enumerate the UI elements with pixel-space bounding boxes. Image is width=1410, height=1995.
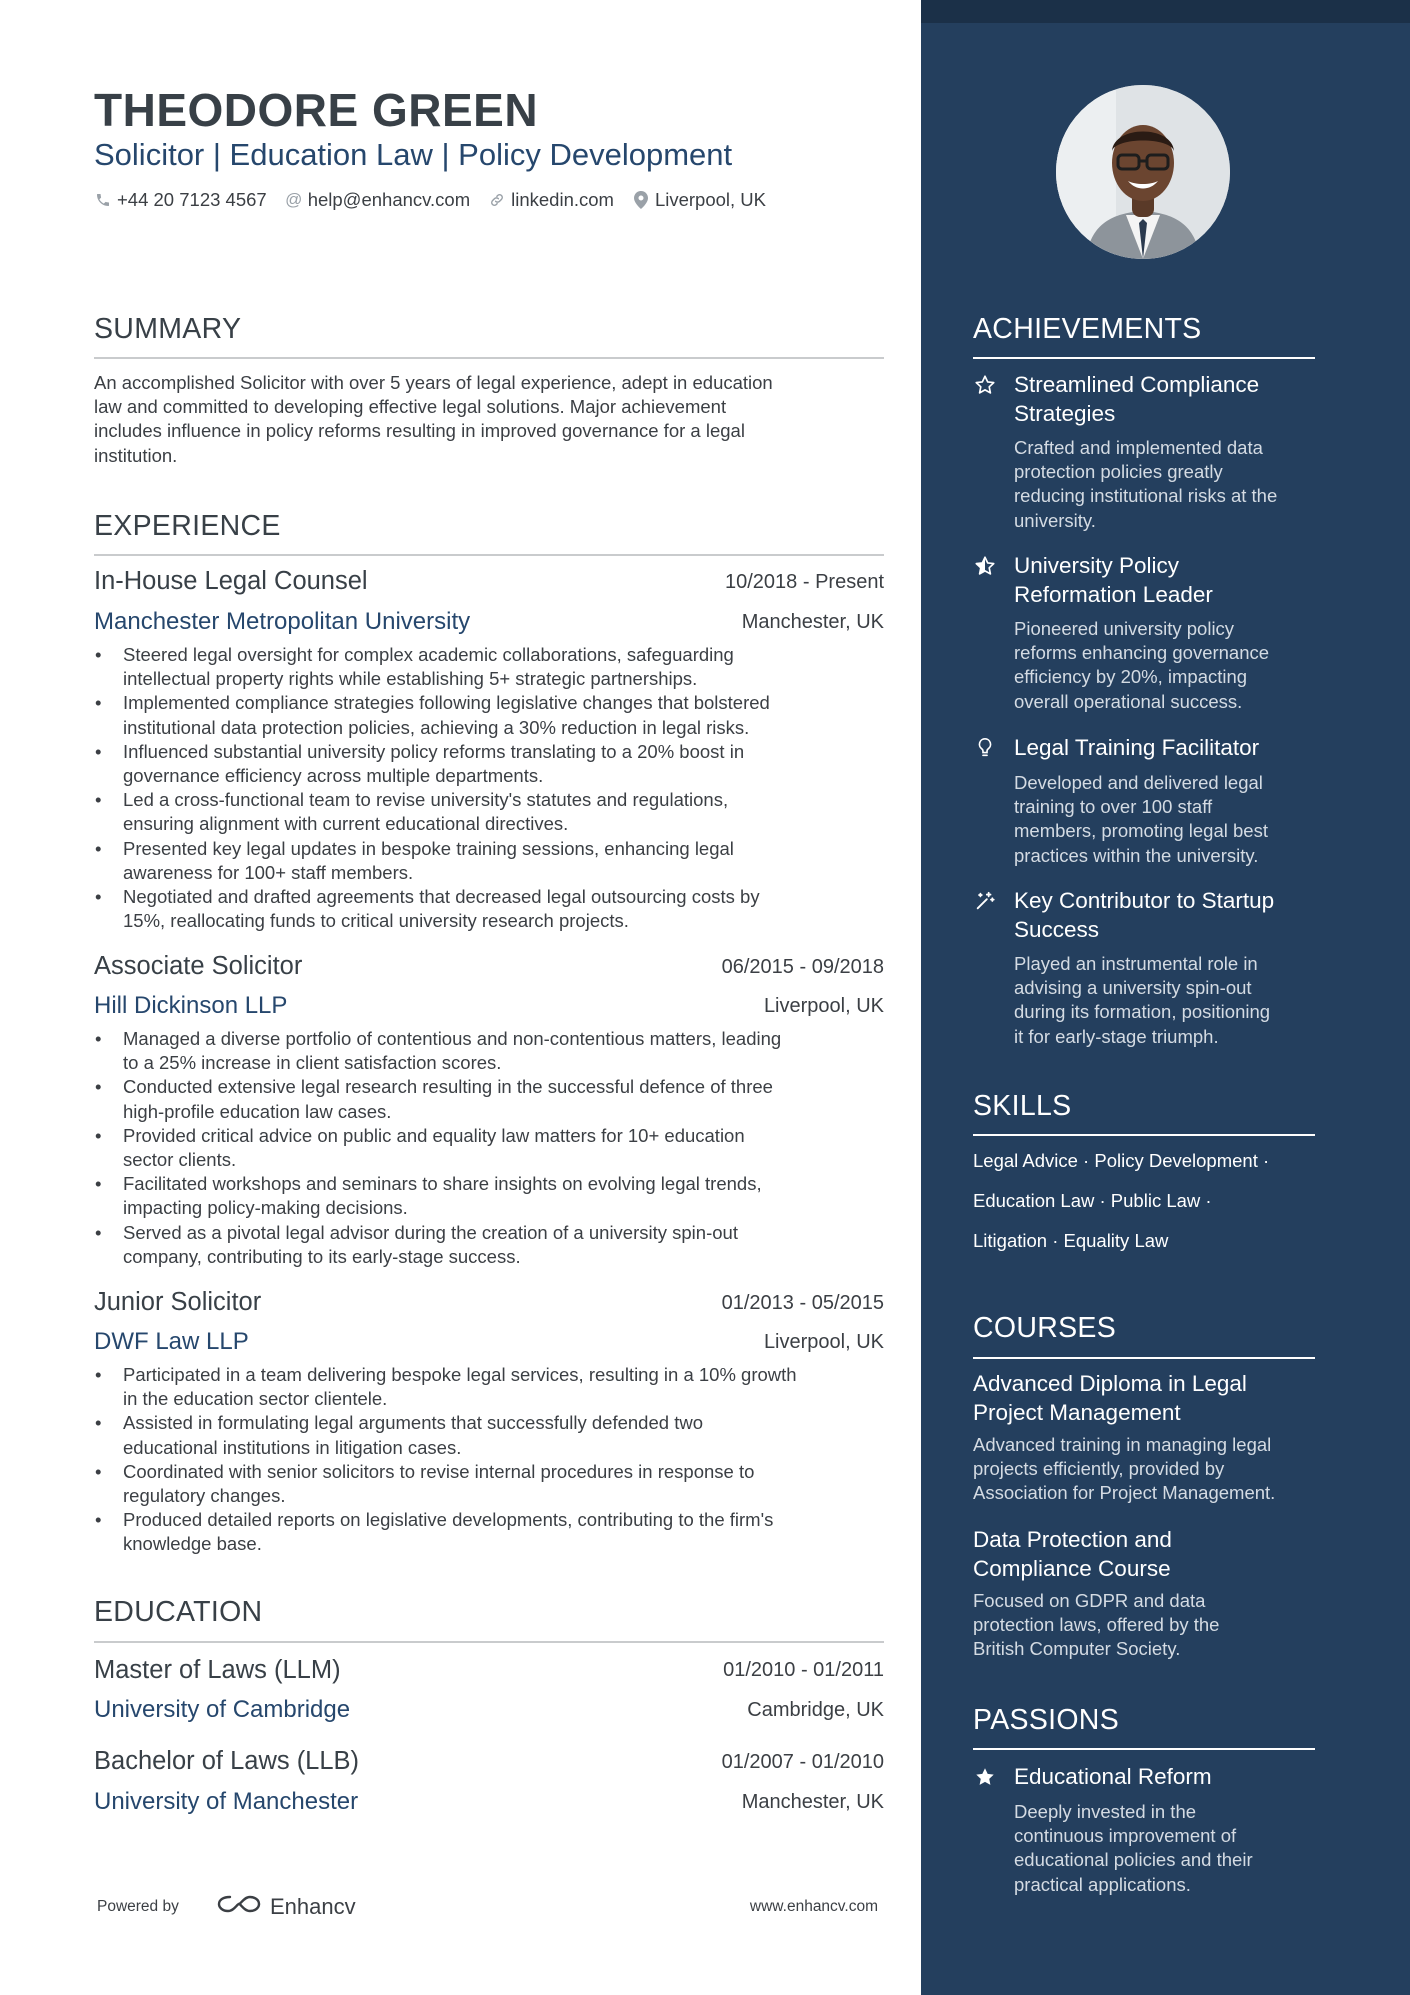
achievement-title: Key Contributor to Startup Success	[1014, 888, 1275, 942]
bullet-item: • Assisted in formulating legal arguments that successfully defended two educational institutions in litigation cases.	[94, 1411, 904, 1459]
course-title: Data Protection and Compliance Course	[973, 1527, 1172, 1581]
summary-line: institution.	[94, 444, 178, 466]
achievement-description: Developed and delivered legal training to over 100 staff members, promoting legal best practices within the university.	[1014, 772, 1268, 866]
passion-description: Deeply invested in the continuous improvement of educational policies and their practical applications.	[1014, 1801, 1253, 1895]
summary-divider	[94, 357, 884, 359]
enhancv-logo-icon	[216, 1893, 262, 1921]
bullet-item: • Produced detailed reports on legislative developments, contributing to the firm's knowledge base.	[94, 1508, 904, 1556]
job-title: In-House Legal Counsel	[94, 567, 368, 595]
skills-line: Legal Advice · Policy Development ·	[973, 1150, 1270, 1171]
skills-heading: SKILLS	[973, 1090, 1072, 1122]
link-icon	[488, 191, 506, 209]
star-outline-icon	[973, 373, 997, 397]
job-bullets	[94, 1363, 904, 1557]
skills-line: Education Law · Public Law ·	[973, 1190, 1212, 1211]
bullet-item: • Presented key legal updates in bespoke training sessions, enhancing legal awareness for 100+ staff members.	[94, 837, 904, 885]
contact-bar	[94, 188, 766, 212]
passion-title: Educational Reform	[1014, 1764, 1212, 1789]
job-title: Junior Solicitor	[94, 1288, 262, 1316]
bullet-item: • Led a cross-functional team to revise university's statutes and regulations, ensuring alignment with current educational directives.	[94, 788, 904, 836]
contact-email[interactable]	[285, 188, 470, 212]
bullet-item: • Facilitated workshops and seminars to share insights on evolving legal trends, impacting policy-making decisions.	[94, 1172, 904, 1220]
experience-divider	[94, 554, 884, 556]
achievement-title: Legal Training Facilitator	[1014, 735, 1260, 760]
course-description: Advanced training in managing legal projects efficiently, provided by Association for Project Management.	[973, 1434, 1276, 1504]
degree-title: Master of Laws (LLM)	[94, 1656, 341, 1684]
job-title: Associate Solicitor	[94, 952, 303, 980]
footer-url[interactable]: www.enhancv.com	[749, 1898, 878, 1915]
bullet-item: • Steered legal oversight for complex academic collaborations, safeguarding intellectual property rights while establishing 5+ strategic partnerships.	[94, 643, 904, 691]
degree-title: Bachelor of Laws (LLB)	[94, 1747, 360, 1775]
summary-heading: SUMMARY	[94, 313, 242, 345]
contact-phone[interactable]	[94, 188, 267, 212]
bullet-item: • Served as a pivotal legal advisor during the creation of a university spin-out company, contributing to its early-stage success.	[94, 1221, 904, 1269]
summary-line: includes influence in policy reforms resulting in improved governance for a legal	[94, 420, 745, 442]
enhancv-logo[interactable]	[216, 1893, 356, 1921]
achievements-divider	[973, 357, 1315, 359]
linkedin-text: linkedin.com	[511, 189, 614, 210]
magic-wand-icon	[973, 889, 997, 913]
contact-linkedin[interactable]	[488, 188, 614, 212]
candidate-title: Solicitor | Education Law | Policy Development	[94, 137, 733, 172]
achievement-title: University Policy Reformation Leader	[1014, 553, 1213, 607]
bullet-item: • Participated in a team delivering bespoke legal services, resulting in a 10% growth in the education sector clientele.	[94, 1363, 904, 1411]
degree-dates: 01/2007 - 01/2010	[721, 1751, 884, 1773]
contact-location	[632, 188, 766, 212]
education-heading: EDUCATION	[94, 1596, 263, 1628]
job-organization: DWF Law LLP	[94, 1328, 249, 1355]
bullet-item: • Provided critical advice on public and equality law matters for 10+ education sector clients.	[94, 1124, 904, 1172]
bullet-item: • Implemented compliance strategies following legislative changes that bolstered institutional data protection policies, achieving a 30% reduction in legal risks.	[94, 691, 904, 739]
course-title: Advanced Diploma in Legal Project Management	[973, 1371, 1247, 1425]
achievement-description: Crafted and implemented data protection policies greatly reducing institutional risks at the university.	[1014, 437, 1278, 531]
star-filled-icon	[973, 1765, 997, 1789]
school-name: University of Manchester	[94, 1788, 359, 1815]
job-organization: Hill Dickinson LLP	[94, 992, 288, 1019]
phone-icon	[94, 191, 112, 209]
bullet-item: • Conducted extensive legal research resulting in the successful defence of three high-profile education law cases.	[94, 1075, 904, 1123]
achievement-title: Streamlined Compliance Strategies	[1014, 372, 1260, 426]
job-bullets	[94, 643, 904, 933]
courses-heading: COURSES	[973, 1312, 1117, 1344]
achievements-heading: ACHIEVEMENTS	[973, 313, 1202, 345]
school-name: University of Cambridge	[94, 1696, 351, 1723]
job-dates: 01/2013 - 05/2015	[721, 1292, 884, 1314]
sidebar-column	[921, 0, 1410, 1995]
at-icon: @	[285, 190, 303, 209]
bullet-item: • Managed a diverse portfolio of contentious and non-contentious matters, leading to a 25% increase in client satisfaction scores.	[94, 1027, 904, 1075]
job-organization: Manchester Metropolitan University	[94, 608, 471, 635]
bullet-item: • Negotiated and drafted agreements that decreased legal outsourcing costs by 15%, reallocating funds to critical university research projects.	[94, 885, 904, 933]
email-text: help@enhancv.com	[307, 189, 471, 210]
passions-heading: PASSIONS	[973, 1704, 1119, 1736]
summary-line: law and committed to developing effective legal solutions. Major achievement	[94, 396, 727, 418]
star-half-icon	[973, 554, 997, 578]
sidebar-top-bar	[921, 0, 1410, 23]
job-dates: 06/2015 - 09/2018	[721, 956, 884, 978]
profile-photo	[1056, 85, 1230, 259]
skills-line: Litigation · Equality Law	[973, 1230, 1169, 1251]
job-bullets	[94, 1027, 904, 1269]
achievement-description: Pioneered university policy reforms enhancing governance efficiency by 20%, impacting overall operational success.	[1014, 618, 1270, 712]
courses-divider	[973, 1357, 1315, 1359]
skills-divider	[973, 1134, 1315, 1136]
school-location: Manchester, UK	[741, 1791, 884, 1813]
candidate-name: THEODORE GREEN	[94, 84, 539, 136]
job-location: Manchester, UK	[741, 611, 884, 633]
course-description: Focused on GDPR and data protection laws, offered by the British Computer Society.	[973, 1590, 1220, 1660]
passions-divider	[973, 1748, 1315, 1750]
job-dates: 10/2018 - Present	[725, 571, 884, 593]
summary-line: An accomplished Solicitor with over 5 years of legal experience, adept in education	[94, 372, 773, 393]
education-divider	[94, 1641, 884, 1643]
school-location: Cambridge, UK	[747, 1699, 884, 1721]
location-text: Liverpool, UK	[654, 189, 767, 210]
phone-text: +44 20 7123 4567	[117, 189, 267, 210]
degree-dates: 01/2010 - 01/2011	[723, 1659, 884, 1681]
achievement-description: Played an instrumental role in advising a university spin-out during its formation, positioning it for early-stage triumph.	[1014, 953, 1271, 1047]
job-location: Liverpool, UK	[763, 995, 884, 1017]
bullet-item: • Influenced substantial university policy reforms translating to a 20% boost in governance efficiency across multiple departments.	[94, 740, 904, 788]
experience-heading: EXPERIENCE	[94, 510, 281, 542]
summary-text	[94, 371, 894, 468]
lightbulb-icon	[973, 736, 997, 760]
location-pin-icon	[632, 191, 650, 209]
bullet-item: • Coordinated with senior solicitors to revise internal procedures in response to regulatory changes.	[94, 1460, 904, 1508]
job-location: Liverpool, UK	[763, 1331, 884, 1353]
enhancv-brand: Enhancv	[270, 1894, 356, 1919]
powered-by-label: Powered by	[97, 1898, 179, 1915]
